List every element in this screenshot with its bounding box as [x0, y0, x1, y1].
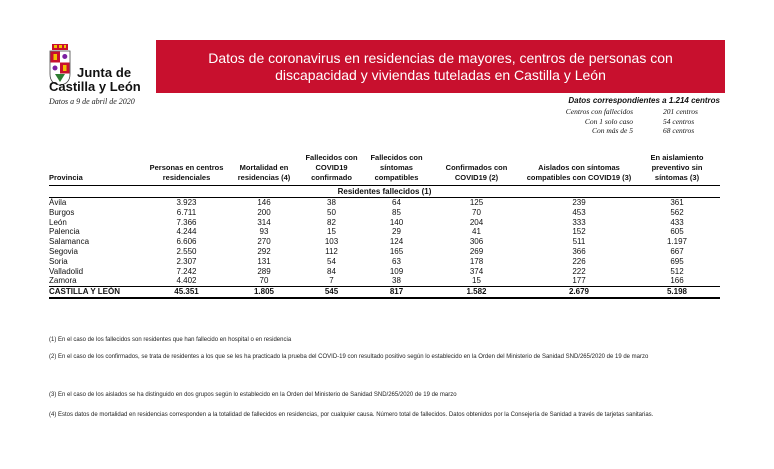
table-cell: 165 — [389, 246, 404, 256]
summary-value: 68 centros — [663, 126, 695, 135]
total-cell: 1.582 — [429, 287, 524, 299]
province-cell: Burgos — [49, 207, 75, 217]
table-cell: 605 — [670, 227, 684, 237]
table-cell: 433 — [670, 217, 684, 227]
table-cell: 292 — [257, 246, 271, 256]
province-cell: León — [49, 217, 67, 227]
column-header-confirmados: Confirmados con COVID19 (2) — [429, 145, 524, 186]
table-cell: 166 — [670, 276, 684, 286]
table-cell: 85 — [392, 207, 401, 217]
table-cell: 15 — [327, 227, 336, 237]
table-cell: 131 — [257, 256, 271, 266]
table-row — [49, 276, 720, 286]
table-cell: 124 — [389, 237, 404, 247]
table-row — [49, 257, 720, 267]
province-cell: Valladolid — [49, 266, 84, 276]
table-cell: 270 — [257, 237, 271, 247]
table-cell: 38 — [327, 198, 336, 207]
summary-row — [520, 107, 720, 117]
summary-row — [520, 126, 720, 136]
table-cell: 7.366 — [176, 217, 197, 227]
table-cell: 177 — [572, 276, 586, 286]
residentes-fallecidos-subheader: Residentes fallecidos (1) — [49, 186, 720, 198]
table-cell: 333 — [572, 217, 586, 227]
summary-value: 54 centros — [663, 116, 695, 126]
table-cell: 562 — [670, 207, 684, 217]
table-cell: 667 — [670, 246, 684, 256]
table-row — [49, 247, 720, 257]
logo-text-line2: Castilla y León — [49, 79, 141, 94]
table-cell: 1.197 — [666, 237, 688, 247]
table-cell: 64 — [392, 198, 401, 207]
table-cell: 314 — [257, 217, 271, 227]
table-cell: 15 — [472, 276, 481, 286]
table-row — [49, 267, 720, 277]
table-cell: 82 — [327, 217, 336, 227]
table-row — [49, 237, 720, 247]
table-cell: 453 — [572, 207, 586, 217]
footnote-1: (1) En el caso de los fallecidos son residentes que han fallecido en hospital o en residencia — [49, 337, 292, 343]
table-cell: 361 — [670, 198, 684, 207]
residences-data-table — [49, 145, 720, 299]
table-cell: 70 — [472, 207, 481, 217]
data-date: Datos a 9 de abril de 2020 — [49, 97, 135, 106]
summary-value: 201 centros — [663, 107, 698, 116]
table-cell: 695 — [670, 256, 684, 266]
province-cell: Segovia — [49, 246, 78, 256]
total-row — [49, 287, 720, 299]
table-cell: 3.923 — [176, 198, 197, 207]
table-cell: 6.606 — [176, 237, 197, 247]
logo-text-line1: Junta de — [77, 65, 132, 80]
summary-label: Centros con fallecidos — [565, 107, 633, 116]
table-cell: 93 — [259, 227, 269, 237]
total-cell: 5.198 — [634, 287, 720, 299]
column-header-fallecidos-confirmado: Fallecidos con COVID19 confirmado — [299, 145, 364, 186]
total-cell: 817 — [364, 287, 429, 299]
province-cell: Zamora — [49, 276, 77, 286]
summary-heading: Datos correspondientes a 1.214 centros — [568, 96, 720, 105]
table-header-row — [49, 145, 720, 186]
table-cell: 70 — [259, 276, 269, 286]
table-cell: 4.244 — [176, 227, 197, 237]
summary-label: Con 1 solo caso — [584, 116, 633, 126]
table-cell: 289 — [257, 266, 271, 276]
column-header-fallecidos-sintomas: Fallecidos con síntomas compatibles — [364, 145, 429, 186]
table-row — [49, 218, 720, 228]
total-cell: 2.679 — [524, 287, 634, 299]
table-cell: 6.711 — [176, 207, 197, 217]
table-cell: 178 — [469, 256, 484, 266]
total-cell: 545 — [299, 287, 364, 299]
table-cell: 7 — [329, 276, 334, 286]
summary-label: Con más de 5 — [591, 126, 633, 135]
table-cell: 152 — [572, 227, 586, 237]
total-cell: 1.805 — [229, 287, 299, 299]
table-cell: 125 — [469, 198, 484, 207]
table-subheader-row — [49, 186, 720, 198]
table-cell: 200 — [257, 207, 271, 217]
table-cell: 84 — [327, 266, 336, 276]
table-cell: 2.307 — [176, 256, 197, 266]
table-cell: 29 — [392, 227, 401, 237]
table-row — [49, 208, 720, 218]
table-cell: 112 — [325, 246, 338, 256]
table-cell: 511 — [572, 237, 586, 247]
table-cell: 146 — [257, 198, 271, 207]
table-cell: 63 — [392, 256, 401, 266]
table-cell: 2.550 — [176, 246, 197, 256]
table-cell: 269 — [469, 246, 484, 256]
table-cell: 140 — [389, 217, 404, 227]
table-cell: 226 — [572, 256, 586, 266]
junta-logo — [49, 40, 159, 96]
province-cell: Soria — [49, 256, 68, 266]
column-header-personas: Personas en centros residenciales — [144, 145, 229, 186]
centers-summary — [520, 96, 720, 136]
column-header-aislamiento-preventivo: En aislamiento preventivo sin síntomas (3) — [634, 145, 720, 186]
summary-row — [520, 117, 720, 127]
footnote-4: (4) Estos datos de mortalidad en residencias corresponden a la totalidad de fallecidos en residencias, por cualquier causa. Número total de fallecidos. Datos obtenidos por la Consejería de Sanidad a través de tarjetas sanitarias. — [49, 412, 654, 418]
total-label-cell: CASTILLA Y LEÓN — [49, 287, 144, 299]
table-row — [49, 227, 720, 237]
footnote-3: (3) En el caso de los aislados se ha distinguido en dos grupos según lo establecido en la Orden del Ministerio de Sanidad SND/265/2020 de 19 de marzo — [49, 392, 457, 398]
table-cell: 239 — [572, 198, 586, 207]
table-cell: 41 — [472, 227, 481, 237]
column-header-aislados: Aislados con síntomas compatibles con COVID19 (3) — [524, 145, 634, 186]
column-header-provincia: Provincia — [49, 145, 144, 186]
table-cell: 50 — [327, 207, 336, 217]
table-cell: 306 — [469, 237, 484, 247]
table-cell: 374 — [469, 266, 484, 276]
table-row — [49, 198, 720, 208]
table-cell: 222 — [572, 266, 586, 276]
total-cell: 45.351 — [144, 287, 229, 299]
table-cell: 512 — [670, 266, 684, 276]
table-cell: 7.242 — [176, 266, 197, 276]
footnote-2: (2) En el caso de los confirmados, se trata de residentes a los que se les ha practicado la prueba del COVID-19 con resultado positivo según lo establecido en la Orden del Ministerio de Sanidad SND/265/2020 de 19 de marzo — [49, 354, 649, 360]
table-cell: 109 — [389, 266, 404, 276]
table-cell: 4.402 — [176, 276, 197, 286]
table-cell: 38 — [392, 276, 401, 286]
table-cell: 366 — [572, 246, 586, 256]
province-cell: Ávila — [49, 198, 67, 207]
province-cell: Salamanca — [49, 237, 90, 247]
table-cell: 103 — [324, 237, 339, 247]
table-body — [49, 198, 720, 287]
province-cell: Palencia — [49, 227, 80, 237]
title-banner: Datos de coronavirus en residencias de mayores, centros de personas con discapacidad y viviendas tuteladas en Castilla y León — [156, 40, 725, 93]
column-header-mortalidad: Mortalidad en residencias (4) — [229, 145, 299, 186]
table-cell: 204 — [469, 217, 484, 227]
table-cell: 54 — [327, 256, 336, 266]
